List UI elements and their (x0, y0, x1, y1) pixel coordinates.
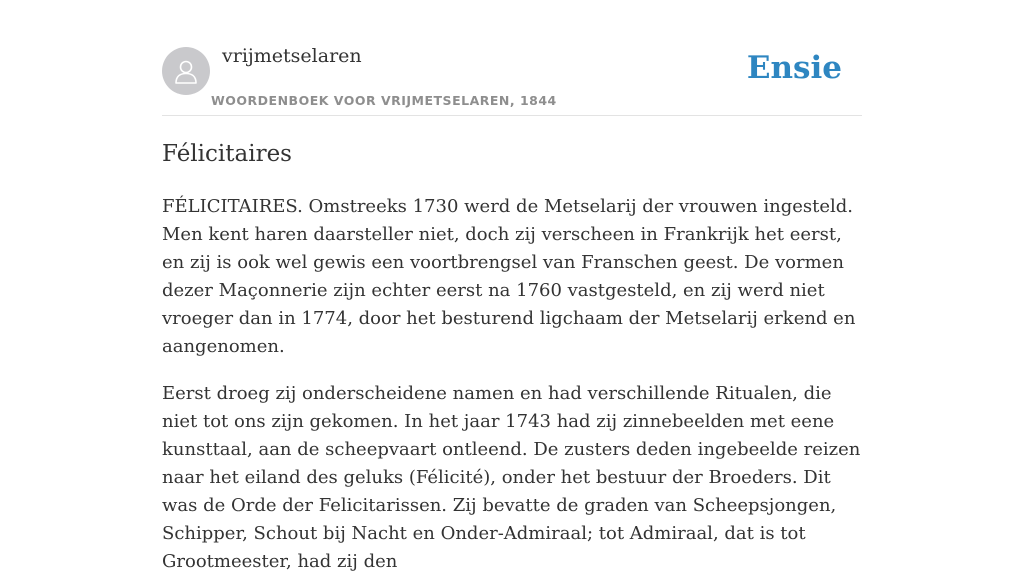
article-title: Félicitaires (162, 141, 292, 167)
content-container (162, 0, 862, 576)
article-header (162, 0, 862, 116)
article-paragraph: Eerst droeg zij onderscheidene namen en had verschillende Ritualen, die niet tot ons zijn gekomen. In het jaar 1743 had zij zinnebeelden met eene kunsttaal, aan de scheepvaart ontleend. De zusters deden ingebeelde reizen naar het eiland des geluks (Félicité), onder het bestuur der Broeders. Dit was de Orde der Felicitarissen. Zij bevatte de graden van Scheepsjongen, Schipper, Schout bij Nacht en Onder-Admiraal; tot Admiraal, dat is tot Grootmeester, had zij den (162, 383, 861, 572)
avatar[interactable] (162, 47, 210, 95)
article-body (162, 193, 862, 576)
user-icon (171, 56, 201, 86)
article-paragraph: FÉLICITAIRES. Omstreeks 1730 werd de Metselarij der vrouwen ingesteld. Men kent haren daarsteller niet, doch zij verscheen in Frankrijk het eerst, en zij is ook wel gewis een voortbrengsel van Franschen geest. De vormen dezer Maçonnerie zijn echter eerst na 1760 vastgesteld, en zij werd niet vroeger dan in 1774, door het besturend ligchaam der Metselarij erkend en aangenomen. (162, 196, 856, 357)
brand-logo[interactable]: Ensie (746, 50, 842, 86)
author-link[interactable]: vrijmetselaren (222, 45, 362, 67)
source-label[interactable]: WOORDENBOEK VOOR VRIJMETSELAREN, 1844 (211, 93, 557, 108)
